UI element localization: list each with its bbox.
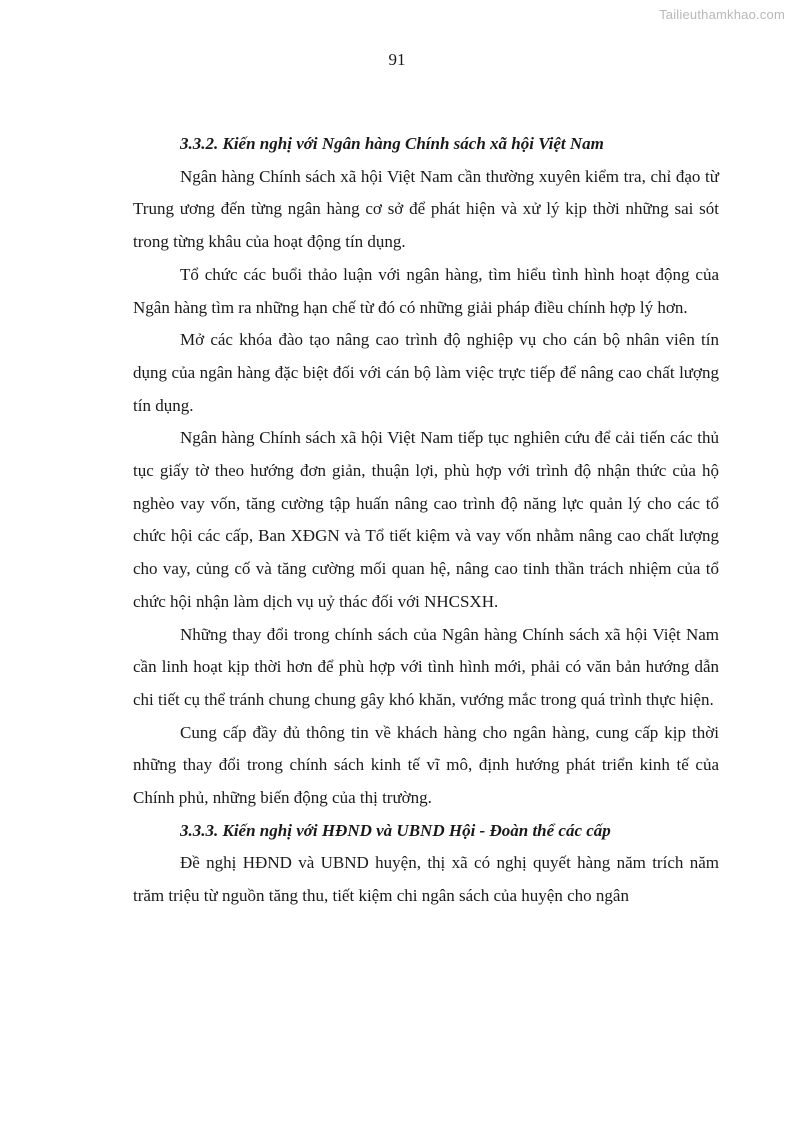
paragraph: Cung cấp đầy đủ thông tin về khách hàng cho ngân hàng, cung cấp kịp thời những thay đổi trong chính sách kinh tế vĩ mô, định hướng phát triển kinh tế của Chính phủ, những biến động của thị trường.: [133, 722, 719, 808]
paragraph: Mở các khóa đào tạo nâng cao trình độ nghiệp vụ cho cán bộ nhân viên tín dụng của ngân hàng đặc biệt đối với cán bộ làm việc trực tiếp để nâng cao chất lượng tín dụng.: [133, 330, 719, 415]
paragraph: Những thay đổi trong chính sách của Ngân hàng Chính sách xã hội Việt Nam cần linh hoạt kịp thời hơn để phù hợp với tình hình mới, phải có văn bản hướng dẫn chi tiết cụ thể tránh chung chung gây khó khăn, vướng mắc trong quá trình thực hiện.: [133, 624, 719, 709]
section-heading-3-3-3: 3.3.3. Kiến nghị với HĐND và UBND Hội - Đoàn thể các cấp: [180, 820, 611, 840]
document-body: [133, 128, 719, 913]
watermark: Tailieuthamkhao.com: [659, 7, 785, 22]
paragraph: Ngân hàng Chính sách xã hội Việt Nam cần thường xuyên kiểm tra, chỉ đạo từ Trung ương đến từng ngân hàng cơ sở để phát hiện và xử lý kịp thời những sai sót trong từng khâu của hoạt động tín dụng.: [133, 166, 719, 252]
section-heading-3-3-2: 3.3.2. Kiến nghị với Ngân hàng Chính sách xã hội Việt Nam: [180, 134, 604, 153]
paragraph: Ngân hàng Chính sách xã hội Việt Nam tiếp tục nghiên cứu để cải tiến các thủ tục giấy tờ theo hướng đơn giản, thuận lợi, phù hợp với trình độ nhận thức của hộ nghèo vay vốn, tăng cường tập huấn nâng cao trình độ năng lực quản lý cho các tổ chức hội các cấp, Ban XĐGN và Tổ tiết kiệm và vay vốn nhằm nâng cao chất lượng cho vay, củng cố và tăng cường mối quan hệ, nâng cao tinh thần trách nhiệm của tổ chức hội nhận làm dịch vụ uỷ thác đối với NHCSXH.: [133, 428, 719, 611]
paragraph: Tổ chức các buổi thảo luận với ngân hàng, tìm hiểu tình hình hoạt động của Ngân hàng tìm ra những hạn chế từ đó có những giải pháp điều chính hợp lý hơn.: [133, 264, 719, 317]
page-number: 91: [388, 50, 406, 69]
paragraph: Đề nghị HĐND và UBND huyện, thị xã có nghị quyết hàng năm trích năm trăm triệu từ nguồn tăng thu, tiết kiệm chi ngân sách của huyện cho ngân: [133, 853, 719, 906]
